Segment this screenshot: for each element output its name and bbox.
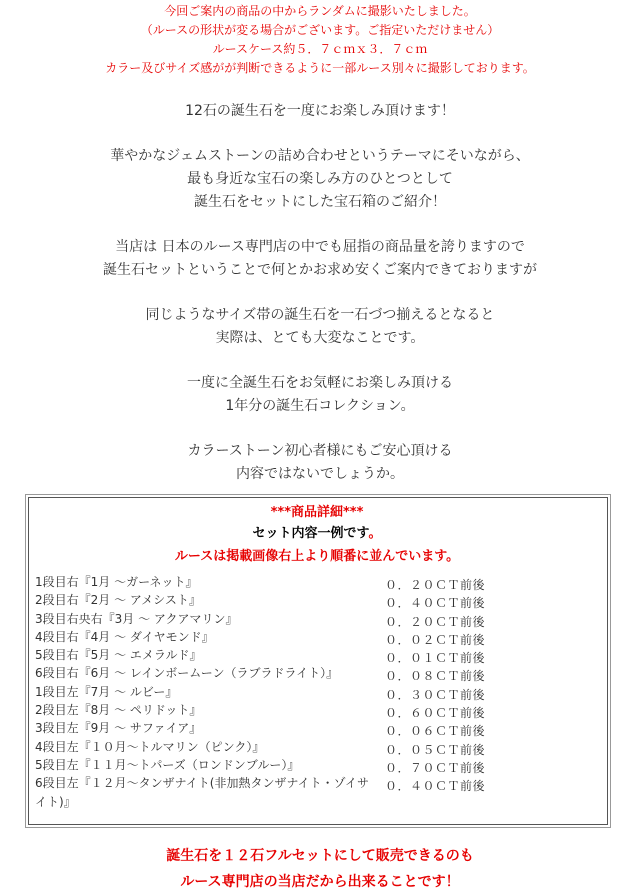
stone-item: 4段目右『4月 ～ ダイヤモンド』 bbox=[35, 629, 214, 644]
stone-item: 6段目左『１２月～タンザナイト(非加熱タンザナイト・ゾイサイト)』 bbox=[35, 776, 370, 809]
notes-block bbox=[0, 0, 640, 78]
paragraph-intro bbox=[0, 100, 640, 123]
stone-weight: ０．０８ＣＴ前後 bbox=[385, 669, 486, 684]
stone-weight: ０．０５ＣＴ前後 bbox=[385, 742, 486, 757]
stone-list bbox=[35, 573, 599, 811]
note-line: ルースケース約５．７ｃｍｘ３．７ｃｍ bbox=[212, 42, 428, 56]
stone-item: 3段目左『9月 ～ サファイア』 bbox=[35, 721, 202, 736]
stone-item: 2段目右『2月 ～ アメシスト』 bbox=[35, 593, 201, 608]
details-subtitle bbox=[35, 523, 599, 545]
stone-weight: ０．２０ＣＴ前後 bbox=[385, 614, 486, 629]
stone-item: 2段目左『8月 ～ ペリドット』 bbox=[35, 703, 202, 718]
stone-weight: ０．０１ＣＴ前後 bbox=[385, 651, 486, 666]
stone-weight: ０．２０ＣＴ前後 bbox=[385, 578, 486, 592]
stone-weight: ０．０６ＣＴ前後 bbox=[385, 724, 486, 739]
details-title: ***商品詳細*** bbox=[270, 505, 364, 520]
note-line: （ルースの形状が変る場合がございます。ご指定いただけません） bbox=[140, 23, 500, 37]
details-subtitle-mark: 。 bbox=[368, 526, 382, 541]
paragraph-theme bbox=[0, 145, 640, 214]
text-line: カラーストーン初心者様にもご安心頂ける bbox=[187, 443, 453, 459]
stone-item: 5段目左『１１月～トパーズ（ロンドンブルー）』 bbox=[35, 757, 300, 772]
stone-item: 3段目右央右『3月 ～ アクアマリン』 bbox=[35, 611, 238, 626]
text-line: 実際は、とても大変なことです。 bbox=[215, 330, 425, 346]
text-line: 1年分の誕生石コレクション。 bbox=[225, 398, 415, 414]
text-line: 一度に全誕生石をお気軽にお楽しみ頂ける bbox=[187, 375, 453, 391]
stone-item: 1段目左『7月 ～ ルビー』 bbox=[35, 684, 178, 699]
note-line: 今回ご案内の商品の中からランダムに撮影いたしました。 bbox=[164, 4, 476, 18]
paragraph-beginner bbox=[0, 440, 640, 486]
stone-item: 4段目左『１０月～トルマリン（ピンク）』 bbox=[35, 739, 265, 754]
text-line: 誕生石セットということで何とかお求め安くご案内できておりますが bbox=[103, 262, 537, 278]
details-note: ルースは掲載画像右上より順番に並んでいます。 bbox=[174, 549, 460, 564]
stone-weight: ０．３０ＣＴ前後 bbox=[385, 687, 486, 702]
stone-item: 6段目右『6月 ～ レインボームーン（ラブラドライト）』 bbox=[35, 666, 339, 681]
stone-weight: ０．７０ＣＴ前後 bbox=[385, 760, 486, 775]
product-details-box bbox=[28, 497, 608, 825]
paragraph-collection bbox=[0, 372, 640, 418]
details-subtitle-text: セット内容一例です bbox=[252, 526, 369, 541]
stone-weights-column bbox=[385, 573, 485, 811]
stone-names-column bbox=[35, 573, 375, 811]
stone-weight: ０．６０ＣＴ前後 bbox=[385, 706, 486, 721]
stone-item: 1段目右『1月 ～ガーネット』 bbox=[35, 575, 198, 589]
footer-line: ルース専門店の当店だから出来ることです！ bbox=[180, 874, 460, 890]
stone-weight: ０．０２ＣＴ前後 bbox=[385, 632, 486, 647]
text-line: 誕生石をセットにした宝石箱のご紹介！ bbox=[194, 194, 446, 210]
note-line: カラー及びサイズ感がが判断できるように一部ルース別々に撮影しております。 bbox=[105, 61, 535, 75]
footer-message bbox=[0, 843, 640, 895]
paragraph-difficulty bbox=[0, 304, 640, 350]
paragraph-store bbox=[0, 236, 640, 282]
stone-weight: ０．４０ＣＴ前後 bbox=[385, 779, 486, 794]
text-line: 12石の誕生石を一度にお楽しみ頂けます！ bbox=[185, 103, 455, 119]
stone-item: 5段目右『5月 ～ エメラルド』 bbox=[35, 648, 202, 663]
text-line: 同じようなサイズ帯の誕生石を一石づつ揃えるとなると bbox=[145, 307, 495, 323]
stone-weight: ０．４０ＣＴ前後 bbox=[385, 596, 486, 611]
text-line: 当店は 日本のルース専門店の中でも屈指の商品量を誇りますので bbox=[115, 239, 525, 255]
text-line: 最も身近な宝石の楽しみ方のひとつとして bbox=[187, 171, 453, 187]
text-line: 華やかなジェムストーンの詰め合わせというテーマにそいながら、 bbox=[110, 148, 530, 164]
footer-line: 誕生石を１２石フルセットにして販売できるのも bbox=[166, 848, 474, 864]
text-line: 内容ではないでしょうか。 bbox=[236, 466, 404, 482]
